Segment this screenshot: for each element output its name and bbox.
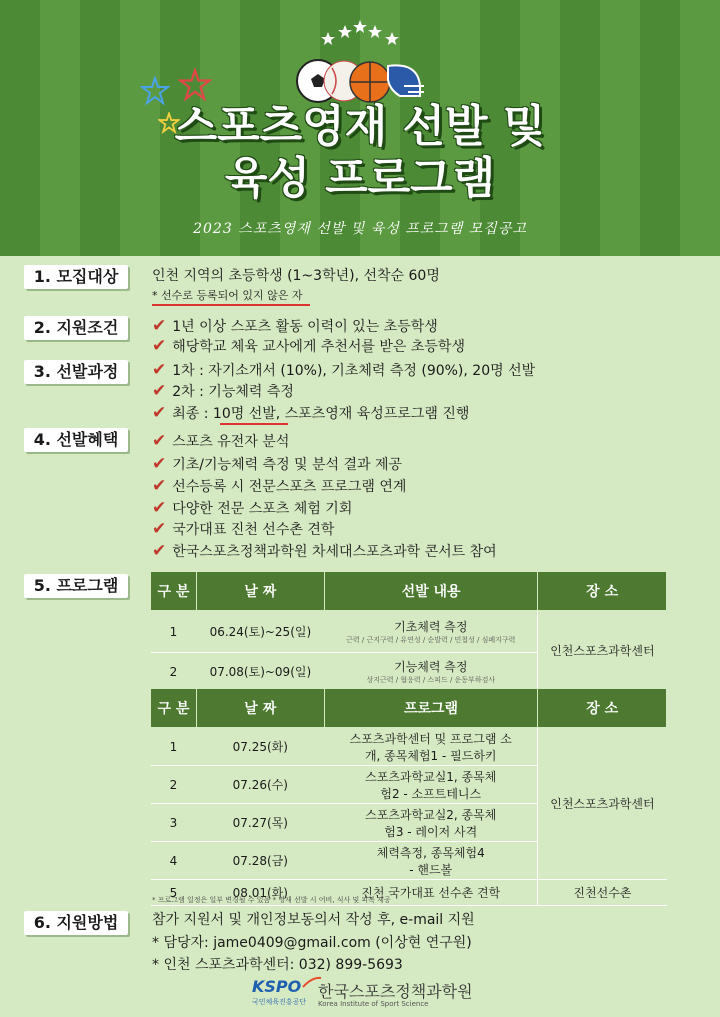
condition-item: ✔ 해당학교 체육 교사에게 추천서를 받은 초등학생 <box>152 336 465 356</box>
target-text: 인천 지역의 초등학생 (1~3학년), 선착순 60명 <box>152 268 440 284</box>
table-header: 날 짜 <box>196 572 324 611</box>
org-logo <box>252 975 482 1011</box>
table-row: 2 07.26(수) 스포츠과학교실1, 종목체험2 - 소프트테니스 <box>151 766 667 804</box>
red-underline <box>152 304 310 306</box>
process-item: ✔ 2차 : 기능체력 측정 <box>152 381 294 401</box>
table-header: 날 짜 <box>196 689 324 728</box>
star-icon <box>178 68 212 102</box>
check-icon: ✔ <box>152 476 167 496</box>
table-header: 구 분 <box>151 689 197 728</box>
table-header: 구 분 <box>151 572 197 611</box>
org-name-en: Korea Institute of Sport Science <box>318 1000 429 1008</box>
program-table <box>150 688 667 906</box>
table-header: 장 소 <box>538 689 667 728</box>
section-label-apply: 6. 지원방법 <box>24 911 128 935</box>
check-icon: ✔ <box>152 498 167 518</box>
table-row: 3 07.27(목) 스포츠과학교실2, 종목체험3 - 레이저 사격 <box>151 804 667 842</box>
table-header: 프로그램 <box>324 689 538 728</box>
table-row: 5 08.01(화) 진천 국가대표 선수촌 견학 진천선수촌 <box>151 880 667 906</box>
benefit-item: ✔ 다양한 전문 스포츠 체험 기회 <box>152 498 353 518</box>
check-icon: ✔ <box>152 431 167 451</box>
check-icon: ✔ <box>152 381 167 401</box>
sports-balls-icon <box>296 56 426 106</box>
table-footnote: * 프로그램 일정은 일부 변경될 수 있음 * 영재 선발 시 어비, 식사 및 피복 제공 <box>152 896 391 904</box>
hero-subtitle: 2023 스포츠영재 선발 및 육성 프로그램 모집공고 <box>193 221 527 237</box>
apply-line: 참가 지원서 및 개인정보동의서 작성 후, e-mail 지원 <box>152 912 475 928</box>
hero-title-line1: 스포츠영재 선발 및 <box>174 101 546 152</box>
location-cell: 진천선수촌 <box>538 880 667 906</box>
hero-title-line2: 육성 프로그램 <box>224 153 496 204</box>
benefit-item: ✔ 선수등록 시 전문스포츠 프로그램 연계 <box>152 476 407 496</box>
process-item: ✔ 최종 : 10명 선발, 스포츠영재 육성프로그램 진행 <box>152 403 470 423</box>
section-label-target: 1. 모집대상 <box>24 265 128 289</box>
contact-phone: * 인천 스포츠과학센터: 032) 899-5693 <box>152 957 403 973</box>
benefit-item: ✔ 기초/기능체력 측정 및 분석 결과 제공 <box>152 454 403 474</box>
benefit-item: ✔ 국가대표 진천 선수촌 견학 <box>152 519 335 539</box>
check-icon: ✔ <box>152 454 167 474</box>
check-icon: ✔ <box>152 519 167 539</box>
section-label-conditions: 2. 지원조건 <box>24 316 128 340</box>
red-underline <box>220 423 288 425</box>
check-icon: ✔ <box>152 541 167 561</box>
condition-item: ✔ 1년 이상 스포츠 활동 이력이 있는 초등학생 <box>152 316 438 336</box>
process-item: ✔ 1차 : 자기소개서 (10%), 기초체력 측정 (90%), 20명 선발 <box>152 360 536 380</box>
section-label-program: 5. 프로그램 <box>24 574 128 598</box>
target-note: * 선수로 등록되어 있지 않은 자 <box>152 289 303 302</box>
table-row: 4 07.28(금) 체력측정, 종목체험4 - 핸드볼 <box>151 842 667 880</box>
location-cell: 인천스포츠과학센터 <box>538 728 667 880</box>
section-label-process: 3. 선발과정 <box>24 360 128 384</box>
selection-table <box>150 571 667 691</box>
table-row: 1 06.24(토)~25(일) 기초체력 측정 근력 / 근지구력 / 유연성 / 순발력 / 민첩성 / 심폐지구력 인천스포츠과학센터 <box>151 611 667 653</box>
contact-email: * 담당자: jame0409@gmail.com (이상현 연구원) <box>152 935 472 951</box>
org-name: 한국스포츠정책과학원 <box>318 982 473 1001</box>
kspo-logo: KSPO <box>252 977 302 996</box>
kspo-subtitle: 국민체육진흥공단 <box>252 998 307 1006</box>
check-icon: ✔ <box>152 316 167 336</box>
table-row: 2 07.08(토)~09(일) 기능체력 측정 상지근력 / 협응력 / 스피드 / 운동부하검사 <box>151 653 667 691</box>
stars-decoration <box>320 18 400 48</box>
table-header: 장 소 <box>538 572 667 611</box>
location-cell: 인천스포츠과학센터 <box>538 611 667 691</box>
benefit-item: ✔ 한국스포츠정책과학원 차세대스포츠과학 콘서트 참여 <box>152 541 497 561</box>
table-row: 1 07.25(화) 스포츠과학센터 및 프로그램 소개, 종목체험1 - 필드하키 인천스포츠과학센터 <box>151 728 667 766</box>
check-icon: ✔ <box>152 336 167 356</box>
table-header: 선발 내용 <box>324 572 537 611</box>
hero-banner <box>0 0 720 256</box>
check-icon: ✔ <box>152 360 167 380</box>
benefit-item: ✔ 스포츠 유전자 분석 <box>152 431 290 451</box>
check-icon: ✔ <box>152 403 167 423</box>
section-label-benefits: 4. 선발혜택 <box>24 428 128 452</box>
